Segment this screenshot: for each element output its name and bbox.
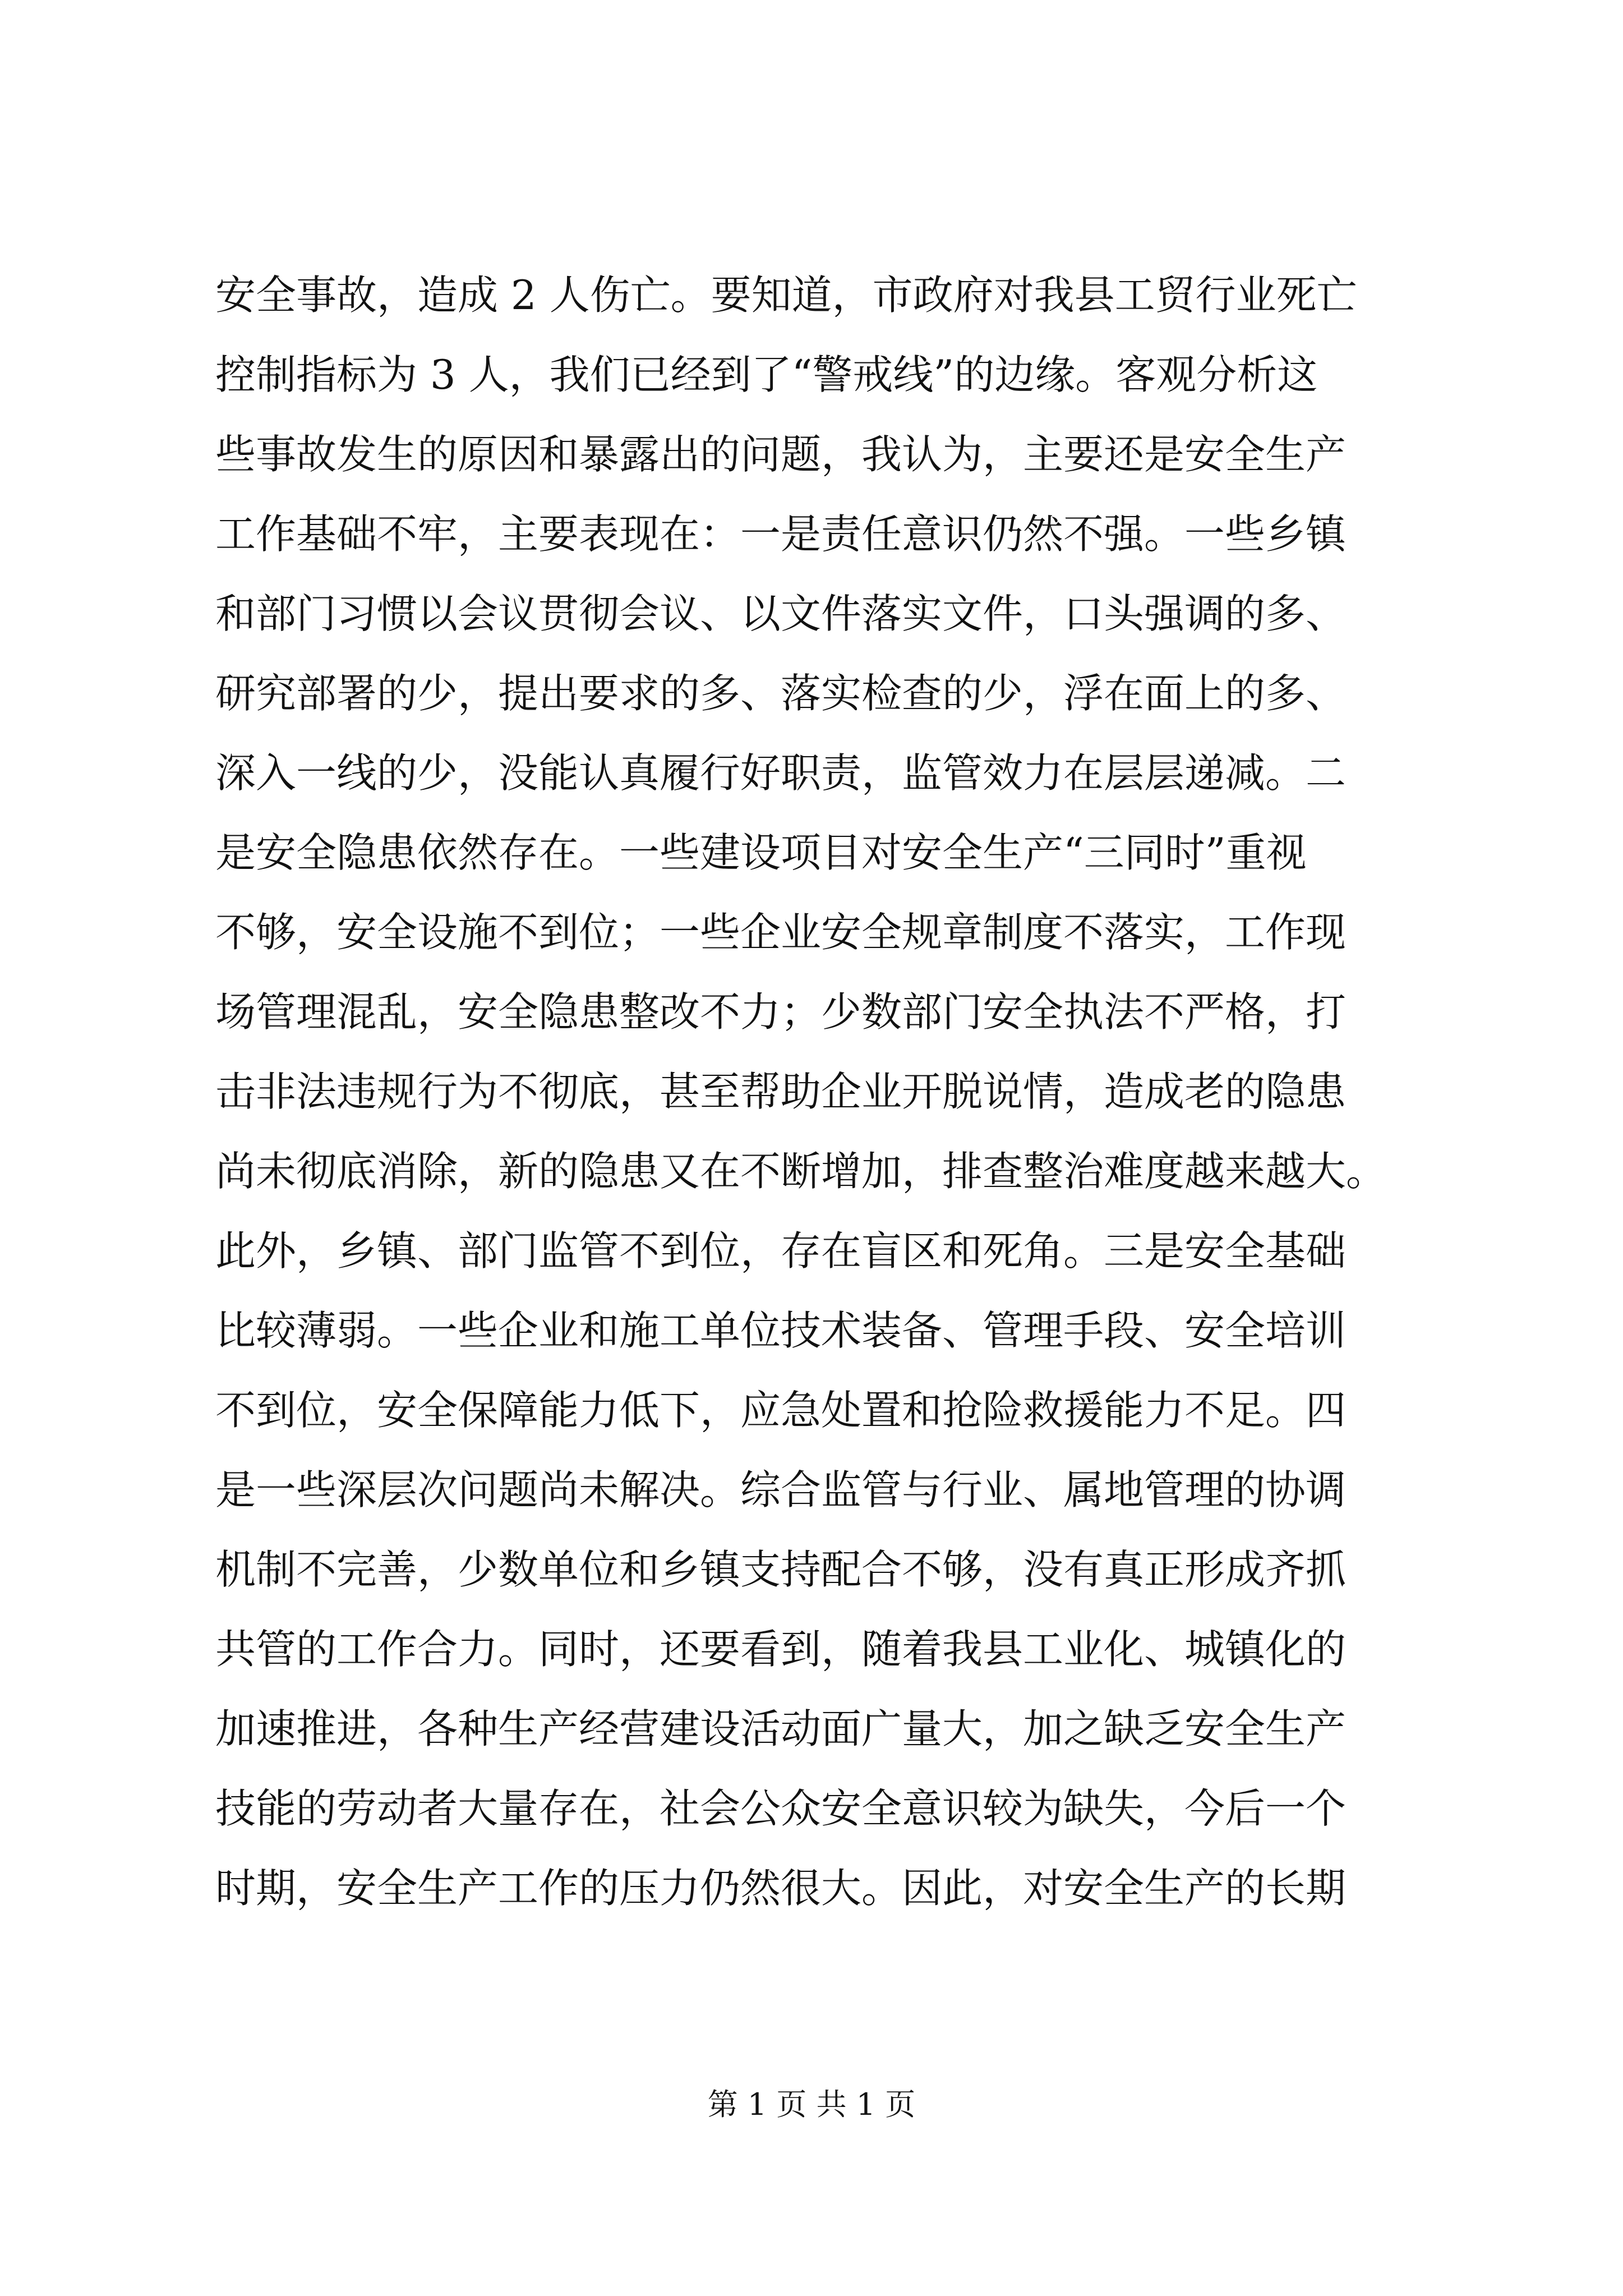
text-line-10: 场管理混乱，安全隐患整改不力；少数部门安全执法不严格，打 [215, 988, 1347, 1036]
text-line-16: 是一些深层次问题尚未解决。综合监管与行业、属地管理的协调 [215, 1466, 1347, 1513]
text-line-13: 此外，乡镇、部门监管不到位，存在盲区和死角。三是安全基础 [215, 1227, 1347, 1274]
text-line-19: 加速推进，各种生产经营建设活动面广量大，加之缺乏安全生产 [215, 1705, 1347, 1752]
text-line-2: 控制指标为 3 人，我们已经到了“警戒线”的边缘。客观分析这 [215, 351, 1318, 398]
text-line-18: 共管的工作合力。同时，还要看到，随着我县工业化、城镇化的 [215, 1626, 1347, 1673]
text-line-20: 技能的劳动者大量存在，社会公众安全意识较为缺失，今后一个 [215, 1785, 1347, 1832]
text-line-4: 工作基础不牢，主要表现在：一是责任意识仍然不强。一些乡镇 [215, 510, 1347, 558]
text-line-1: 安全事故，造成 2 人伤亡。要知道，市政府对我县工贸行业死亡 [215, 272, 1357, 319]
text-line-21: 时期，安全生产工作的压力仍然很大。因此，对安全生产的长期 [215, 1865, 1347, 1912]
body-text [215, 255, 1427, 1928]
text-line-15: 不到位，安全保障能力低下，应急处置和抢险救援能力不足。四 [215, 1387, 1347, 1434]
text-line-11: 击非法违规行为不彻底，甚至帮助企业开脱说情，造成老的隐患 [215, 1068, 1347, 1115]
text-line-14: 比较薄弱。一些企业和施工单位技术装备、管理手段、安全培训 [215, 1307, 1347, 1354]
text-line-3: 些事故发生的原因和暴露出的问题，我认为，主要还是安全生产 [215, 431, 1347, 478]
text-line-9: 不够，安全设施不到位；一些企业安全规章制度不落实，工作现 [215, 909, 1347, 956]
text-line-7: 深入一线的少，没能认真履行好职责，监管效力在层层递减。二 [215, 749, 1347, 797]
text-line-6: 研究部署的少，提出要求的多、落实检查的少，浮在面上的多、 [215, 670, 1347, 717]
text-line-17: 机制不完善，少数单位和乡镇支持配合不够，没有真正形成齐抓 [215, 1546, 1347, 1593]
page-footer [0, 2082, 1623, 2127]
text-line-8: 是安全隐患依然存在。一些建设项目对安全生产“三同时”重视 [215, 829, 1307, 876]
page-number-label: 第 1 页 共 1 页 [707, 2087, 916, 2122]
text-line-12: 尚未彻底消除，新的隐患又在不断增加，排查整治难度越来越大。 [215, 1148, 1387, 1195]
text-line-5: 和部门习惯以会议贯彻会议、以文件落实文件，口头强调的多、 [215, 590, 1347, 637]
